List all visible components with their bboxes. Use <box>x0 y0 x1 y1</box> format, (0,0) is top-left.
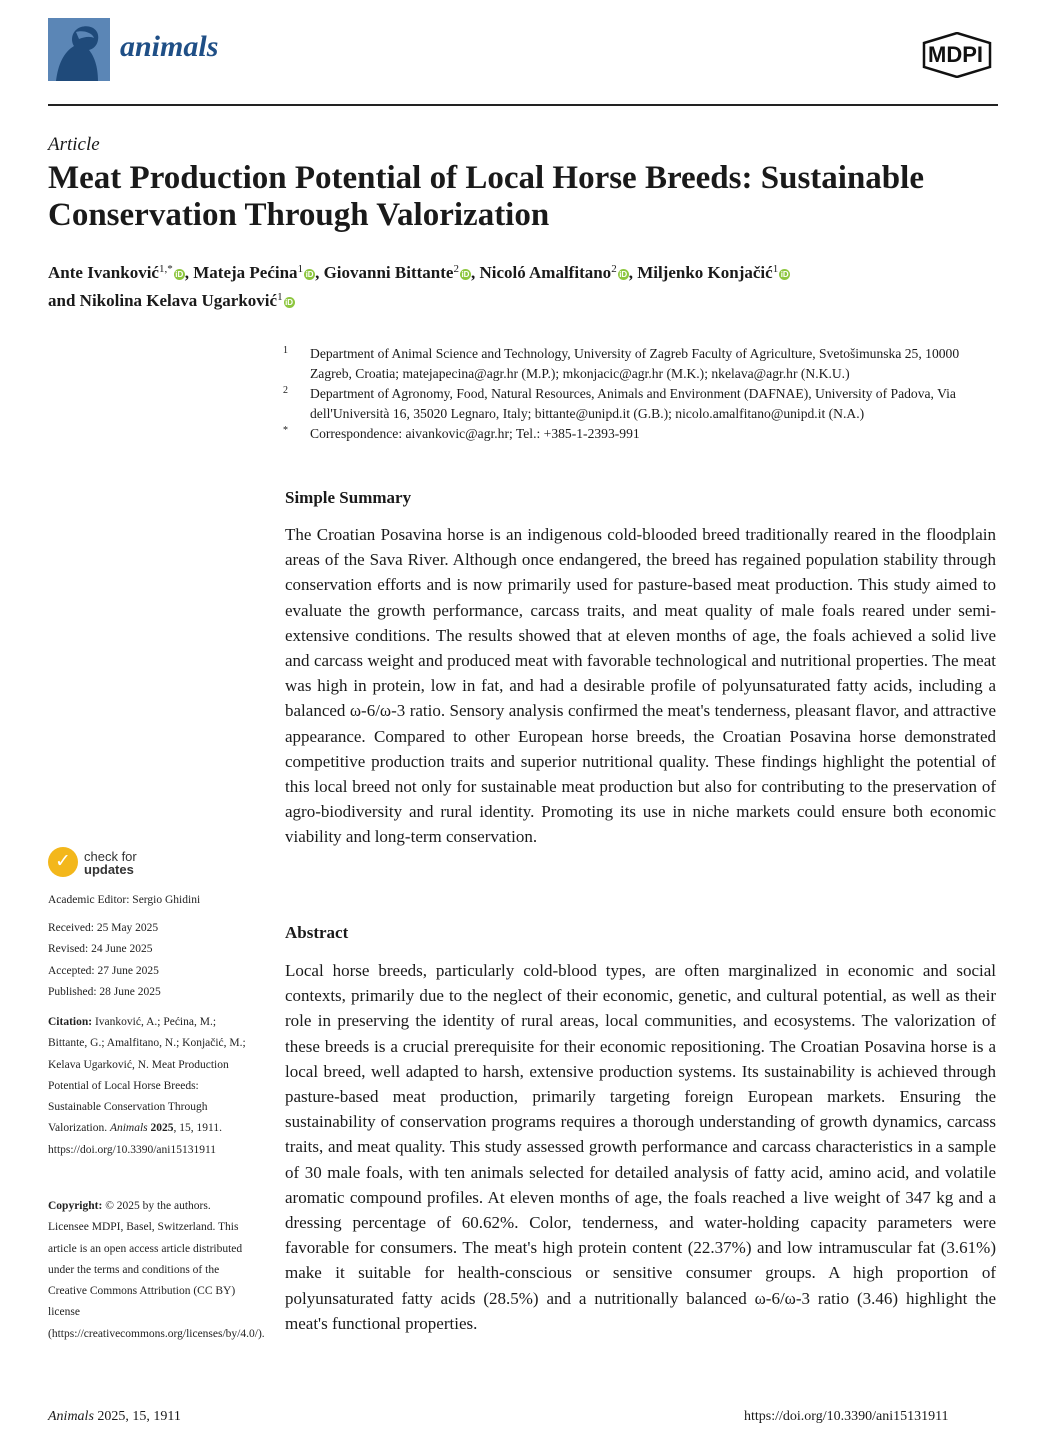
author-name[interactable]: Giovanni Bittante <box>323 263 454 282</box>
footer-citation <box>48 1409 181 1425</box>
check-for-updates-button[interactable] <box>48 847 188 881</box>
checkmark-icon: ✓ <box>55 850 71 872</box>
footer-doi-link[interactable]: https://doi.org/10.3390/ani15131911 <box>744 1409 949 1424</box>
authors-and: and <box>48 291 76 310</box>
publisher-name: MDPI <box>928 42 983 67</box>
author-affil-sup: 1 <box>297 263 304 275</box>
check-updates-line1: check for <box>84 849 137 864</box>
copyright-block <box>48 1196 265 1345</box>
article-title: Meat Production Potential of Local Horse Breeds: Sustainable Conservation Through Valorization <box>48 160 924 233</box>
published-date: Published: 28 June 2025 <box>48 985 161 998</box>
citation-journal: Animals <box>109 1122 148 1135</box>
affiliation-number: 1 <box>283 345 288 356</box>
copyright-label: Copyright: <box>48 1200 103 1212</box>
accepted-date: Accepted: 27 June 2025 <box>48 964 159 977</box>
author-affil-sup: 1,* <box>158 263 173 275</box>
affiliation-text: Department of Animal Science and Technology, University of Zagreb Faculty of Agriculture, Svetošimunska 25, 10000 Zagreb, Croatia; matejapecina@agr.hr (M.P.); mkonjacic@agr.hr (M.K.); nkelava@agr.hr (N.K.U.) <box>310 346 960 381</box>
orcid-icon[interactable]: iD <box>305 270 314 279</box>
footer-volume: 2025, 15, 1911 <box>97 1409 181 1424</box>
simple-summary-text: The Croatian Posavina horse is an indigenous cold-blooded breed traditionally reared in the floodplain areas of the Sava River. Although once endangered, the breed has regained population stability through conservation efforts and is now primarily used for pasture-based meat production. This study aimed to evaluate the growth performance, carcass traits, and meat quality of male foals reared under semi-extensive conditions. The results showed that at eleven months of age, the foals achieved a solid live and carcass weight and produced meat with favorable technological and nutritional properties. The meat was high in protein, low in fat, and had a desirable profile of polyunsaturated fatty acids, including a balanced ω-6/ω-3 ratio. Sensory analysis confirmed the meat's tenderness, pleasant flavor, and attractive appearance. Compared to other European horse breeds, the Croatian Posavina horse demonstrated competitive production traits and superior nutritional quality. These findings highlight the potential of this local breed not only for sustainable meat production but also for contributing to the preservation of agro-biodiversity and rural identity. Promoting its use in niche markets could ensure both economic viability and long-term conservation. <box>285 525 996 847</box>
affiliations <box>283 344 998 444</box>
author-name[interactable]: Nikolina Kelava Ugarković <box>79 291 278 310</box>
author-name[interactable]: Nicoló Amalfitano <box>479 263 612 282</box>
footer-journal: Animals <box>48 1409 94 1424</box>
citation-label: Citation: <box>48 1016 93 1028</box>
academic-editor: Academic Editor: Sergio Ghidini <box>48 894 201 906</box>
orcid-icon[interactable]: iD <box>780 270 789 279</box>
citation-block <box>48 1012 253 1161</box>
orcid-icon[interactable]: iD <box>285 298 294 307</box>
affiliation-item <box>283 384 998 424</box>
orcid-icon[interactable]: iD <box>461 270 470 279</box>
journal-logo <box>48 18 110 81</box>
orcid-icon[interactable]: iD <box>175 270 184 279</box>
simple-summary-heading: Simple Summary <box>285 488 412 507</box>
revised-date: Revised: 24 June 2025 <box>48 943 153 956</box>
affiliation-text: Department of Agronomy, Food, Natural Resources, Animals and Environment (DAFNAE), University of Padova, Via dell'Università 16, 35020 Legnaro, Italy; bittante@unipd.it (G.B.); nicolo.amalfitano@unipd.it (N.A.) <box>310 386 956 421</box>
header-divider <box>48 104 998 106</box>
author-name[interactable]: Ante Ivanković <box>48 263 159 282</box>
received-date: Received: 25 May 2025 <box>48 922 159 934</box>
affiliation-item <box>283 344 998 384</box>
author-affil-sup: 1 <box>277 291 283 303</box>
journal-name: animals <box>120 30 219 63</box>
author-affil-sup: 2 <box>453 263 459 275</box>
publication-dates <box>48 918 253 1003</box>
author-name[interactable]: Miljenko Konjačić <box>637 263 773 282</box>
correspondence-item <box>283 424 998 444</box>
abstract-text: Local horse breeds, particularly cold-blood types, are often marginalized in economic and social contexts, primarily due to the neglect of their economic, genetic, and cultural potential, as well as their role in preserving the identity of rural areas, local communities, and ecosystems. The valorization of these breeds is a crucial prerequisite for their economic repositioning. The Croatian Posavina horse is a local breed, well adapted to harsh, extensive production systems. Its sustainability is achieved through pasture-based meat production, primarily targeting foreign European markets. Ensuring the sustainability of conservation programs requires a thorough understanding of growth dynamics, carcass traits, and meat quality. This study assessed growth performance and carcass characteristics in a sample of 30 male foals, with ten animals selected for detailed analysis of fatty acid, amino acid, and volatile aromatic compound profiles. At eleven months of age, the foals reached a live weight of 347 kg and a dressing percentage of 60.62%. Color, tenderness, and water-holding capacity parameters were favorable for consumers. The meat's high protein content (22.37%) and low intramuscular fat (3.61%) make it suitable for health-conscious or sensitive consumer groups. A high proportion of polyunsaturated fatty acids (28.5%) and a nutritionally balanced ω-6/ω-3 ratio (3.46) highlight the meat's functional properties. <box>285 961 996 1333</box>
monkey-logo-icon <box>48 18 110 81</box>
abstract-heading: Abstract <box>285 923 349 942</box>
article-type: Article <box>48 134 100 155</box>
citation-text: Ivanković, A.; Pećina, M.; Bittante, G.; Amalfitano, N.; Konjačić, M.; Kelava Ugarković, N. Meat Production Potential of Local Horse Breeds: Sustainable Conservation Through Valorization. <box>48 1016 246 1135</box>
correspondence-text: Correspondence: aivankovic@agr.hr; Tel.: +385-1-2393-991 <box>310 426 640 441</box>
author-affil-sup: 2 <box>611 263 617 275</box>
citation-year: 2025 <box>150 1122 174 1135</box>
orcid-icon[interactable]: iD <box>619 270 628 279</box>
author-list: Ante Ivanković$^{1,*}$ iD, Mateja Pećina$^1$ iD, Giovanni Bittante$^2$ iD, Nicoló Amalfitano$^2$ iD, Miljenko Konjačić$^1$ iD and Nikolina Kelava Ugarković$^1$ iD <box>48 263 789 310</box>
check-updates-label <box>84 850 137 876</box>
affiliation-number: 2 <box>283 385 288 396</box>
check-updates-line2: updates <box>84 862 134 877</box>
copyright-text: © 2025 by the authors. Licensee MDPI, Basel, Switzerland. This article is an open access article distributed under the terms and conditions of the Creative Commons Attribution (CC BY) license (https://creativecommons.org/licenses/by/4.0/). <box>48 1200 265 1340</box>
author-name[interactable]: Mateja Pećina <box>193 263 298 282</box>
affiliation-number: * <box>283 425 288 436</box>
author-affil-sup: 1 <box>772 263 779 275</box>
citation-doi[interactable]: , 15, 1911. https://doi.org/10.3390/ani15131911 <box>48 1122 222 1156</box>
